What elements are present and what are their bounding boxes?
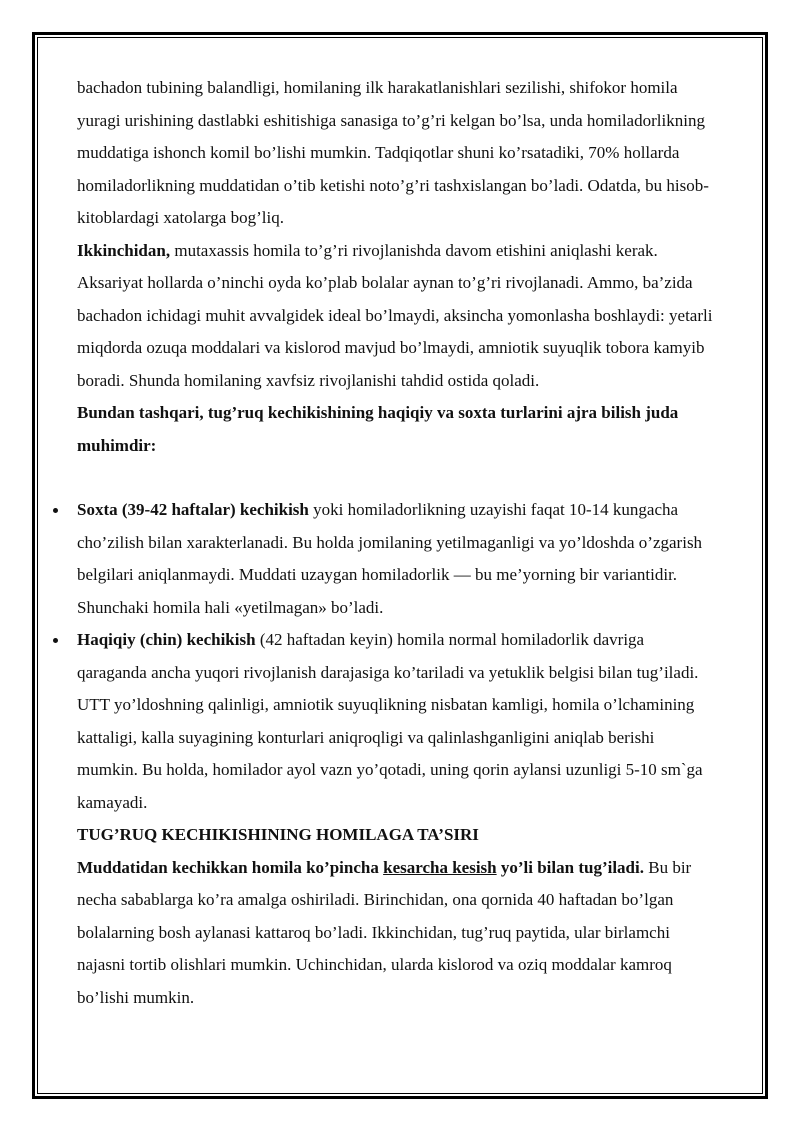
caesarean-link[interactable]: kesarcha kesish [383,857,497,877]
paragraph-effects [77,852,717,1015]
paragraph-effects-text: Bu bir necha sabablarga ko’ra amalga oshiriladi. Birinchidan, ona qornida 40 haftadan bo’lgan bolalarning bosh aylanasi kattaroq bo’ladi. Ikkinchidan, tug’ruq paytida, ular birlamchi najasni tortib olishlari mumkin. Uchinchidan, ularda kislorod va oziq moddalar kamroq bo’lishi mumkin. [77,857,692,1007]
list-item-term: Soxta (39-42 haftalar) kechikish [77,500,309,519]
delay-types-list [77,494,717,819]
list-item-term: Haqiqiy (chin) kechikish [77,630,256,649]
spacer [77,462,717,494]
paragraph-effects-lead-a: Muddatidan kechikkan homila ko’pincha [77,857,384,877]
section-heading: TUG’RUQ KECHIKISHINING HOMILAGA TA’SIRI [77,825,479,844]
list-item-text: yoki homiladorlikning uzayishi faqat 10-14 kungacha cho’zilish bilan xarakterlanadi. Bu holda jomilaning yetilmaganligi va yo’ldoshda o’zgarish belgilari aniqlanmaydi. Muddati uzaygan homiladorlik — bu me’yorning bir variantidir. Shunchaki homila hali «yetilmagan» bo’ladi. [77,500,703,617]
paragraph-second [77,235,717,398]
paragraph-types-intro: Bundan tashqari, tug’ruq kechikishining haqiqiy va soxta turlarini ajra bilish juda muhimdir: [77,403,679,455]
document-body [77,72,717,1014]
paragraph-second-text: mutaxassis homila to’g’ri rivojlanishda davom etishini aniqlashi kerak. Aksariyat hollarda o’ninchi oyda ko’plab bolalar aynan to’g’ri rivojlanadi. Ammo, ba’zida bachadon ichidagi muhit avvalgidek ideal bo’lmaydi, aksincha yomonlasha boshlaydi: yetarli miqdorda ozuqa moddalari va kislorod mavjud bo’lmaydi, amniotik suyuqlik tobora kamyib boradi. Shunda homilaning xavfsiz rivojlanishi tahdid ostida qoladi. [77,240,713,390]
paragraph-intro: bachadon tubining balandligi, homilaning ilk harakatlanishlari sezilishi, shifokor homila yuragi urishining dastlabki eshitishiga sanasiga to’g’ri kelgan bo’lsa, unda homiladorlikning muddatiga ishonch komil bo’lishi mumkin. Tadqiqotlar shuni ko’rsatadiki, 70% hollarda homiladorlikning muddatidan o’tib ketishi noto’g’ri tashxislangan bo’ladi. Odatda, bu hisob-kitoblardagi xatolarga bog’liq. [77,78,709,227]
list-item-text: (42 haftadan keyin) homila normal homiladorlik davriga qaraganda ancha yuqori rivojlanish darajasiga ko’tariladi va yetuklik belgisi bilan tug’iladi. UTT yo’ldoshning qalinligi, amniotik suyuqlikning nisbatan kamligi, homila o’lchamining kattaligi, kalla suyagining konturlari aniqroqligi va qalinlashganligini aniqlab berishi mumkin. Bu holda, homilador ayol vazn yo’qotadi, uning qorin aylansi uzunligi 5-10 sm`ga kamayadi. [77,630,703,812]
list-item-false-delay [77,494,717,624]
paragraph-effects-lead-b: yo’li bilan tug’iladi. [496,857,644,877]
list-item-true-delay [77,624,717,819]
paragraph-second-lead: Ikkinchidan, [77,240,171,260]
